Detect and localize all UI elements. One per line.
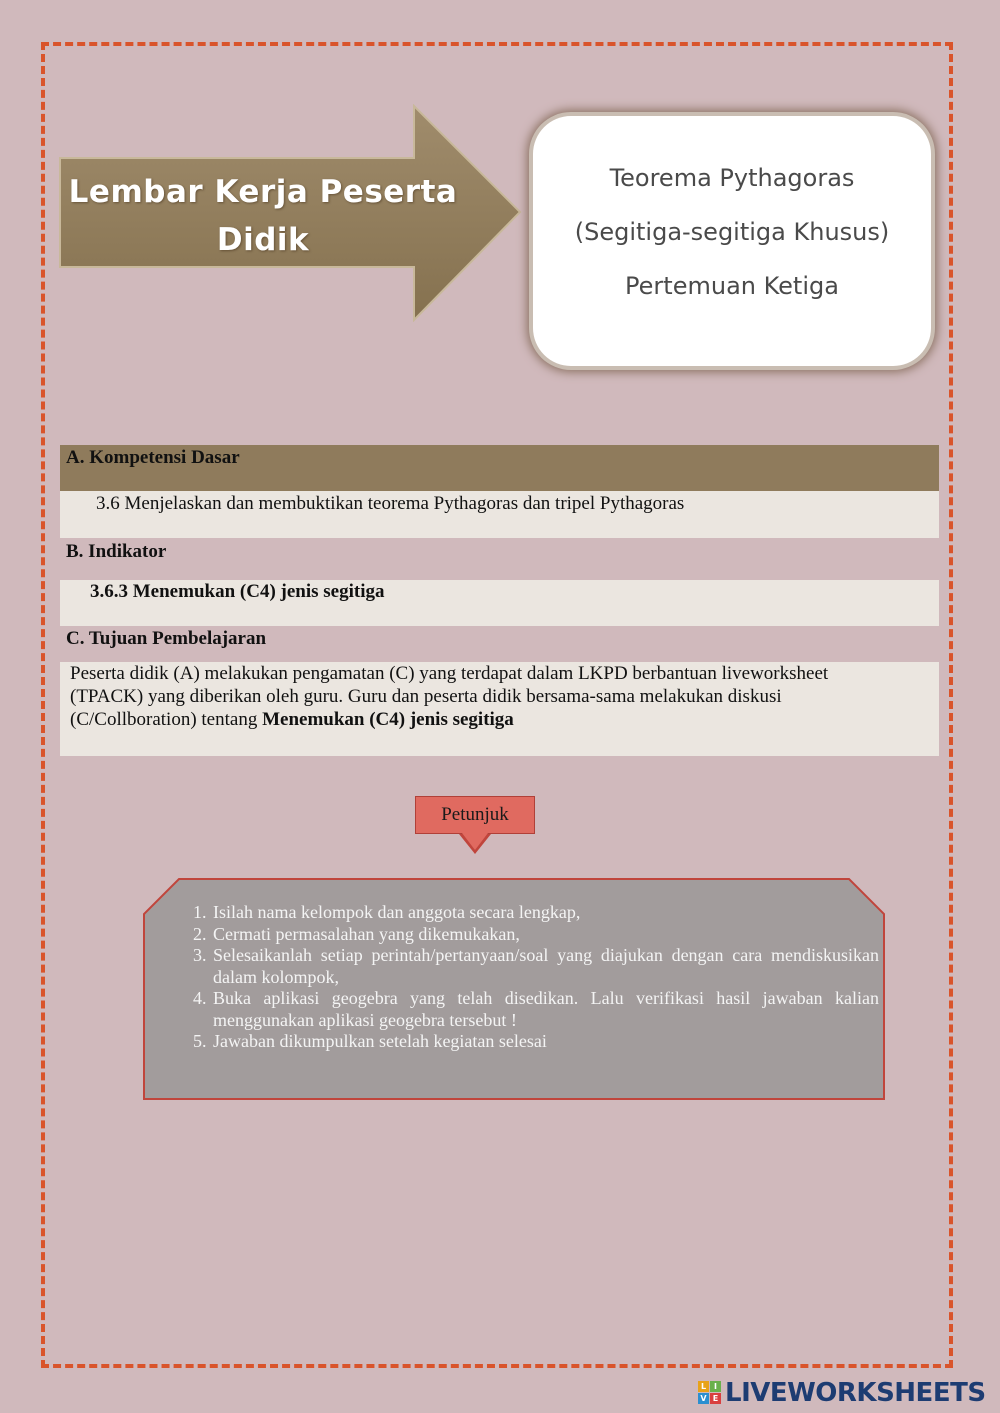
down-arrow-icon-fill (462, 833, 488, 850)
section-a-body (60, 491, 939, 538)
topic-box (533, 116, 931, 366)
logo-letter: E (710, 1393, 721, 1404)
instruction-item: 5. Jawaban dikumpulkan setelah kegiatan selesai (211, 1031, 879, 1053)
instructions-box (143, 878, 885, 1100)
section-c-heading-text: C. Tujuan Pembelajaran (66, 628, 267, 649)
section-c-line-1: Peserta didik (A) melakukan pengamatan (C) yang terdapat dalam LKPD berbantuan liveworksheet (70, 663, 829, 684)
section-a-heading (60, 445, 939, 491)
section-c-heading (60, 628, 945, 650)
worksheet-title: Lembar Kerja Peserta Didik (68, 174, 458, 258)
header-arrow (58, 104, 522, 322)
topic-title: Teorema Pythagoras (609, 164, 855, 192)
section-a-heading-text: A. Kompetensi Dasar (66, 447, 240, 468)
section-b-heading-text: B. Indikator (66, 541, 167, 562)
instruction-item: 3. Selesaikanlah setiap perintah/pertanyaan/soal yang diajukan dengan cara mendiskusikan dalam kolompok, (211, 945, 879, 988)
liveworksheets-icon (698, 1381, 722, 1405)
section-c-line-2: (TPACK) yang diberikan oleh guru. Guru dan peserta didik bersama-sama melakukan diskusi (70, 686, 782, 707)
logo-letter: L (698, 1381, 709, 1392)
petunjuk-label: Petunjuk (415, 796, 535, 834)
instruction-item: 2. Cermati permasalahan yang dikemukakan, (211, 924, 879, 946)
instruction-item: 1. Isilah nama kelompok dan anggota secara lengkap, (211, 902, 879, 924)
instruction-item: 4. Buka aplikasi geogebra yang telah disedikan. Lalu verifikasi hasil jawaban kalian menggunakan aplikasi geogebra tersebut ! (211, 988, 879, 1031)
meeting-label: Pertemuan Ketiga (625, 272, 839, 300)
topic-subtitle: (Segitiga-segitiga Khusus) (574, 218, 890, 246)
section-b-body (60, 580, 939, 626)
instructions-list (183, 902, 879, 1053)
section-c-line-3 (70, 708, 939, 731)
logo-letter: I (710, 1381, 721, 1392)
logo-letter: V (698, 1393, 709, 1404)
section-a-body-text: 3.6 Menjelaskan dan membuktikan teorema Pythagoras dan tripel Pythagoras (96, 493, 685, 514)
section-c-line-3-text: (C/Collboration) tentang (70, 709, 263, 730)
section-c-body (60, 662, 939, 756)
section-b-heading (60, 541, 945, 563)
section-b-body-text: 3.6.3 Menemukan (C4) jenis segitiga (90, 581, 385, 602)
section-c-bold-text: Menemukan (C4) jenis segitiga (262, 709, 514, 730)
liveworksheets-logo[interactable] (698, 1376, 986, 1410)
liveworksheets-text: LIVEWORKSHEETS (725, 1378, 986, 1408)
